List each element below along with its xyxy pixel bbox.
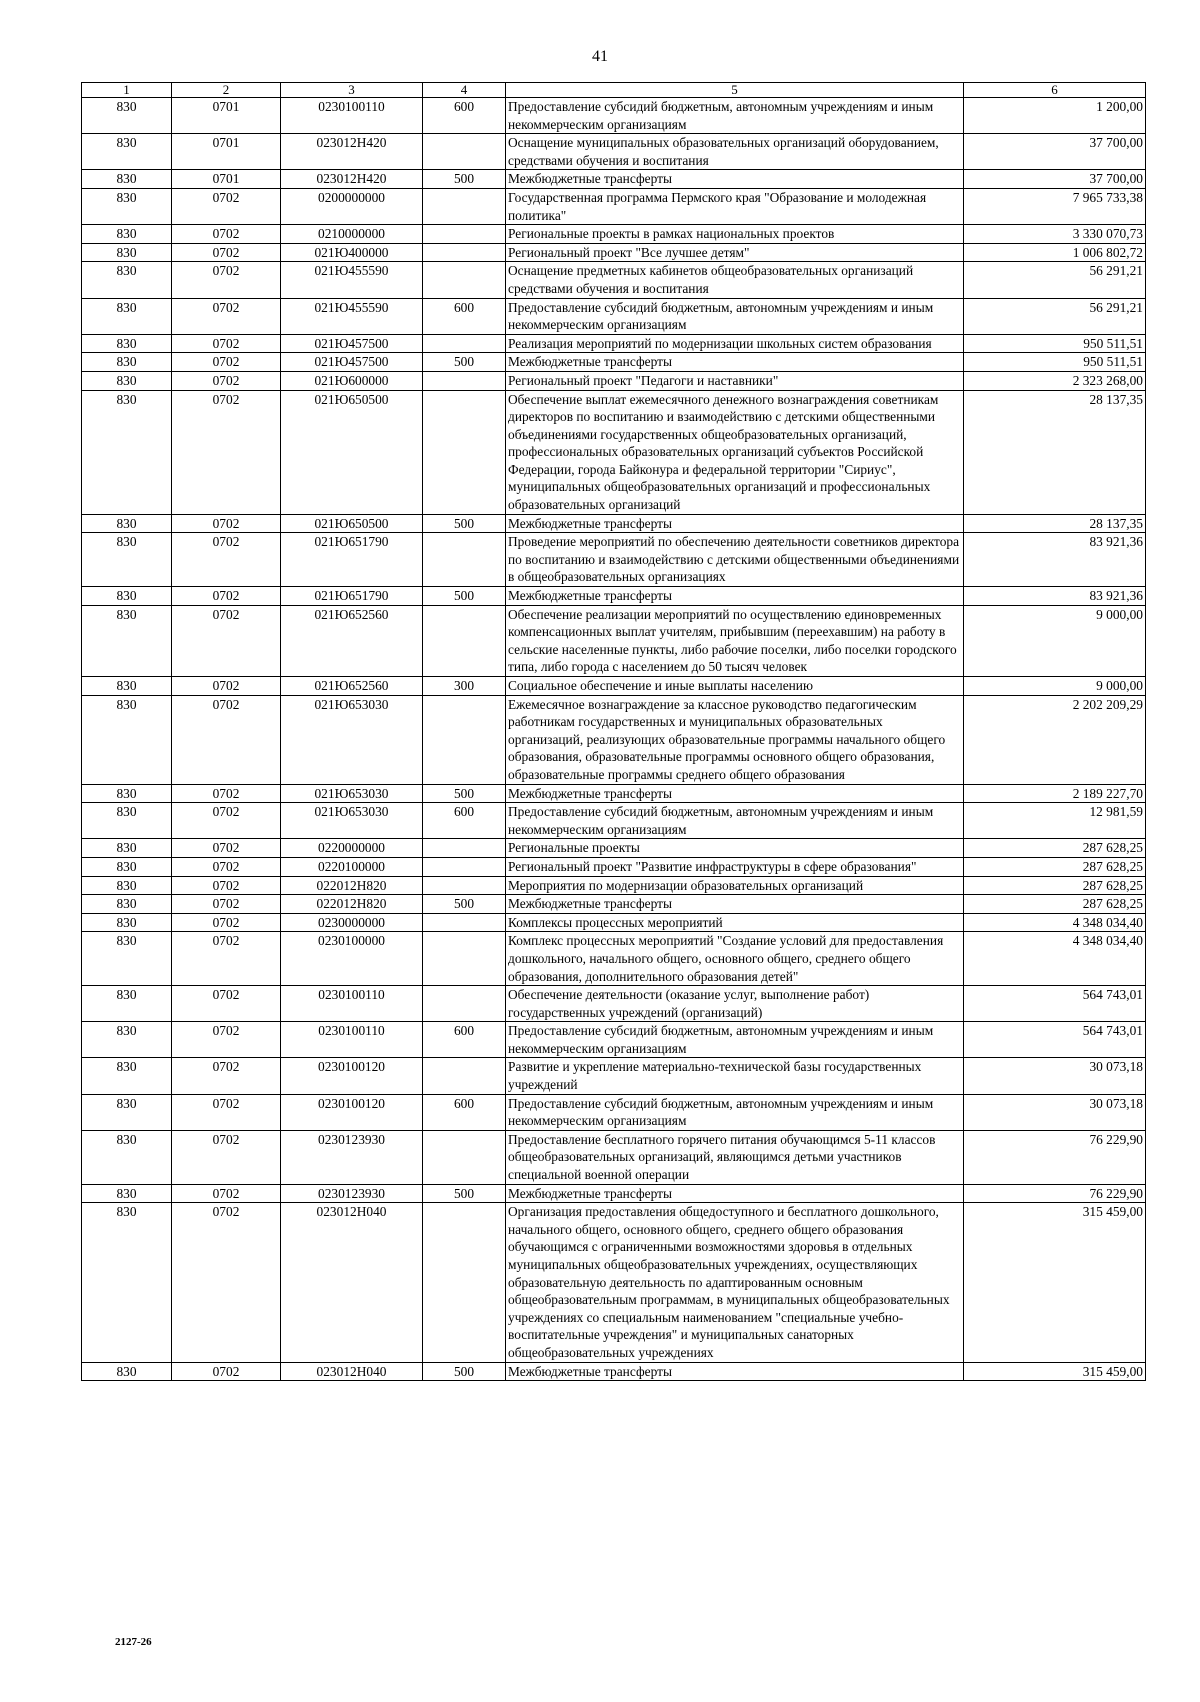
table-row <box>82 784 1146 803</box>
cell-amount: 315 459,00 <box>964 1203 1146 1362</box>
table-row <box>82 1094 1146 1130</box>
table-row <box>82 913 1146 932</box>
cell-amount: 950 511,51 <box>964 353 1146 372</box>
cell-expense-type: 600 <box>423 803 506 839</box>
table-row <box>82 371 1146 390</box>
cell-target-code: 0230100120 <box>281 1094 423 1130</box>
cell-section-code: 0702 <box>172 1022 281 1058</box>
cell-target-code: 021Ю652560 <box>281 605 423 676</box>
cell-ministry-code: 830 <box>82 334 172 353</box>
cell-description: Комплексы процессных мероприятий <box>506 913 964 932</box>
cell-description: Межбюджетные трансферты <box>506 895 964 914</box>
cell-amount: 2 202 209,29 <box>964 695 1146 784</box>
cell-expense-type <box>423 225 506 244</box>
table-row <box>82 98 1146 134</box>
cell-description: Развитие и укрепление материально-технической базы государственных учреждений <box>506 1058 964 1094</box>
column-header: 1 <box>82 83 172 98</box>
cell-amount: 76 229,90 <box>964 1130 1146 1184</box>
cell-ministry-code: 830 <box>82 1094 172 1130</box>
cell-section-code: 0702 <box>172 695 281 784</box>
cell-expense-type <box>423 188 506 224</box>
table-row <box>82 243 1146 262</box>
cell-target-code: 0220100000 <box>281 857 423 876</box>
cell-amount: 287 628,25 <box>964 857 1146 876</box>
table-row <box>82 876 1146 895</box>
column-header: 4 <box>423 83 506 98</box>
cell-description: Межбюджетные трансферты <box>506 353 964 372</box>
column-header: 6 <box>964 83 1146 98</box>
cell-ministry-code: 830 <box>82 298 172 334</box>
cell-section-code: 0701 <box>172 98 281 134</box>
cell-expense-type: 600 <box>423 98 506 134</box>
table-row <box>82 895 1146 914</box>
cell-description: Государственная программа Пермского края "Образование и молодежная политика" <box>506 188 964 224</box>
cell-target-code: 021Ю653030 <box>281 803 423 839</box>
cell-target-code: 021Ю455590 <box>281 298 423 334</box>
cell-section-code: 0702 <box>172 1203 281 1362</box>
cell-section-code: 0702 <box>172 1058 281 1094</box>
table-row <box>82 1022 1146 1058</box>
cell-target-code: 021Ю455590 <box>281 262 423 298</box>
table-row <box>82 262 1146 298</box>
cell-ministry-code: 830 <box>82 803 172 839</box>
cell-amount: 37 700,00 <box>964 134 1146 170</box>
cell-description: Межбюджетные трансферты <box>506 1184 964 1203</box>
cell-description: Обеспечение реализации мероприятий по осуществлению единовременных компенсационных выплат учителям, прибывшим (переехавшим) на работу в сельские населенные пункты, либо рабочие поселки, либо поселки городского типа, либо города с населением до 50 тысяч человек <box>506 605 964 676</box>
cell-amount: 76 229,90 <box>964 1184 1146 1203</box>
cell-ministry-code: 830 <box>82 1058 172 1094</box>
cell-section-code: 0702 <box>172 913 281 932</box>
cell-description: Предоставление субсидий бюджетным, автономным учреждениям и иным некоммерческим организациям <box>506 803 964 839</box>
cell-ministry-code: 830 <box>82 605 172 676</box>
cell-expense-type <box>423 605 506 676</box>
cell-description: Предоставление субсидий бюджетным, автономным учреждениям и иным некоммерческим организациям <box>506 298 964 334</box>
table-row <box>82 677 1146 696</box>
cell-expense-type <box>423 262 506 298</box>
cell-expense-type <box>423 839 506 858</box>
cell-amount: 83 921,36 <box>964 587 1146 606</box>
cell-ministry-code: 830 <box>82 225 172 244</box>
cell-target-code: 021Ю650500 <box>281 514 423 533</box>
table-row <box>82 298 1146 334</box>
cell-ministry-code: 830 <box>82 587 172 606</box>
cell-target-code: 0230100000 <box>281 932 423 986</box>
cell-ministry-code: 830 <box>82 98 172 134</box>
cell-section-code: 0702 <box>172 803 281 839</box>
cell-amount: 28 137,35 <box>964 390 1146 514</box>
cell-amount: 37 700,00 <box>964 170 1146 189</box>
cell-section-code: 0702 <box>172 533 281 587</box>
cell-ministry-code: 830 <box>82 188 172 224</box>
cell-ministry-code: 830 <box>82 895 172 914</box>
page-number: 41 <box>592 48 608 65</box>
cell-target-code: 021Ю653030 <box>281 784 423 803</box>
table-row <box>82 334 1146 353</box>
cell-section-code: 0702 <box>172 243 281 262</box>
cell-target-code: 0200000000 <box>281 188 423 224</box>
cell-target-code: 0230100110 <box>281 98 423 134</box>
cell-amount: 287 628,25 <box>964 876 1146 895</box>
cell-ministry-code: 830 <box>82 243 172 262</box>
cell-section-code: 0702 <box>172 605 281 676</box>
cell-description: Предоставление субсидий бюджетным, автономным учреждениям и иным некоммерческим организациям <box>506 1022 964 1058</box>
cell-ministry-code: 830 <box>82 170 172 189</box>
cell-target-code: 022012Н820 <box>281 876 423 895</box>
cell-ministry-code: 830 <box>82 1362 172 1381</box>
cell-section-code: 0702 <box>172 353 281 372</box>
cell-amount: 3 330 070,73 <box>964 225 1146 244</box>
column-header: 2 <box>172 83 281 98</box>
cell-section-code: 0702 <box>172 986 281 1022</box>
cell-section-code: 0702 <box>172 262 281 298</box>
cell-section-code: 0702 <box>172 1094 281 1130</box>
cell-ministry-code: 830 <box>82 695 172 784</box>
cell-expense-type <box>423 876 506 895</box>
cell-amount: 9 000,00 <box>964 677 1146 696</box>
table-row <box>82 514 1146 533</box>
cell-ministry-code: 830 <box>82 1184 172 1203</box>
cell-section-code: 0702 <box>172 225 281 244</box>
cell-expense-type <box>423 695 506 784</box>
cell-target-code: 023012Н420 <box>281 134 423 170</box>
table-row <box>82 857 1146 876</box>
cell-section-code: 0702 <box>172 1362 281 1381</box>
table-row <box>82 533 1146 587</box>
column-header: 5 <box>506 83 964 98</box>
cell-amount: 30 073,18 <box>964 1094 1146 1130</box>
cell-ministry-code: 830 <box>82 371 172 390</box>
cell-target-code: 023012Н040 <box>281 1362 423 1381</box>
cell-description: Предоставление субсидий бюджетным, автономным учреждениям и иным некоммерческим организациям <box>506 98 964 134</box>
cell-section-code: 0702 <box>172 334 281 353</box>
cell-expense-type: 500 <box>423 514 506 533</box>
cell-amount: 28 137,35 <box>964 514 1146 533</box>
table-row <box>82 1130 1146 1184</box>
cell-expense-type: 500 <box>423 895 506 914</box>
cell-expense-type: 600 <box>423 1022 506 1058</box>
cell-expense-type: 500 <box>423 353 506 372</box>
cell-target-code: 0230100110 <box>281 1022 423 1058</box>
cell-target-code: 0230000000 <box>281 913 423 932</box>
cell-description: Организация предоставления общедоступного и бесплатного дошкольного, начального общего, основного общего, среднего общего образования обучающимся с ограниченными возможностями здоровья в отдельных муниципальных общеобразовательных учреждениях, осуществляющих образовательную деятельность по адаптированным основным общеобразовательным программам, в муниципальных общеобразовательных учреждениях со специальным наименованием "специальные учебно-воспитательные учреждения" и муниципальных санаторных общеобразовательных учреждениях <box>506 1203 964 1362</box>
cell-amount: 4 348 034,40 <box>964 913 1146 932</box>
table-row <box>82 1203 1146 1362</box>
cell-target-code: 021Ю653030 <box>281 695 423 784</box>
table-row <box>82 1184 1146 1203</box>
column-header: 3 <box>281 83 423 98</box>
cell-ministry-code: 830 <box>82 932 172 986</box>
cell-ministry-code: 830 <box>82 913 172 932</box>
cell-ministry-code: 830 <box>82 262 172 298</box>
cell-description: Региональные проекты в рамках национальных проектов <box>506 225 964 244</box>
cell-description: Предоставление бесплатного горячего питания обучающимся 5-11 классов общеобразовательных организаций, являющимся детьми участников специальной военной операции <box>506 1130 964 1184</box>
cell-ministry-code: 830 <box>82 390 172 514</box>
cell-amount: 56 291,21 <box>964 298 1146 334</box>
cell-target-code: 0210000000 <box>281 225 423 244</box>
cell-section-code: 0702 <box>172 514 281 533</box>
cell-expense-type <box>423 857 506 876</box>
table-row <box>82 134 1146 170</box>
cell-description: Мероприятия по модернизации образовательных организаций <box>506 876 964 895</box>
cell-section-code: 0702 <box>172 932 281 986</box>
cell-target-code: 0230100110 <box>281 986 423 1022</box>
cell-expense-type: 500 <box>423 1184 506 1203</box>
table-row <box>82 803 1146 839</box>
table-header-row <box>82 83 1146 98</box>
cell-target-code: 021Ю652560 <box>281 677 423 696</box>
cell-amount: 287 628,25 <box>964 839 1146 858</box>
cell-description: Оснащение муниципальных образовательных организаций оборудованием, средствами обучения и воспитания <box>506 134 964 170</box>
cell-amount: 1 006 802,72 <box>964 243 1146 262</box>
table-row <box>82 188 1146 224</box>
cell-ministry-code: 830 <box>82 986 172 1022</box>
cell-amount: 12 981,59 <box>964 803 1146 839</box>
table-row <box>82 390 1146 514</box>
table-row <box>82 986 1146 1022</box>
cell-target-code: 021Ю650500 <box>281 390 423 514</box>
cell-expense-type <box>423 134 506 170</box>
cell-description: Региональный проект "Педагоги и наставники" <box>506 371 964 390</box>
cell-amount: 30 073,18 <box>964 1058 1146 1094</box>
budget-table <box>81 82 1146 1381</box>
cell-description: Оснащение предметных кабинетов общеобразовательных организаций средствами обучения и воспитания <box>506 262 964 298</box>
cell-ministry-code: 830 <box>82 1203 172 1362</box>
cell-target-code: 021Ю600000 <box>281 371 423 390</box>
cell-amount: 4 348 034,40 <box>964 932 1146 986</box>
cell-section-code: 0702 <box>172 587 281 606</box>
footer-document-code: 2127-26 <box>115 1636 152 1648</box>
cell-amount: 287 628,25 <box>964 895 1146 914</box>
cell-ministry-code: 830 <box>82 876 172 895</box>
cell-expense-type: 600 <box>423 298 506 334</box>
cell-description: Обеспечение деятельности (оказание услуг, выполнение работ) государственных учреждений (организаций) <box>506 986 964 1022</box>
table-row <box>82 170 1146 189</box>
cell-amount: 2 189 227,70 <box>964 784 1146 803</box>
cell-section-code: 0702 <box>172 784 281 803</box>
cell-expense-type <box>423 371 506 390</box>
cell-ministry-code: 830 <box>82 839 172 858</box>
cell-amount: 9 000,00 <box>964 605 1146 676</box>
cell-target-code: 0230123930 <box>281 1130 423 1184</box>
cell-expense-type: 600 <box>423 1094 506 1130</box>
cell-expense-type: 500 <box>423 587 506 606</box>
cell-section-code: 0702 <box>172 677 281 696</box>
cell-ministry-code: 830 <box>82 677 172 696</box>
cell-ministry-code: 830 <box>82 533 172 587</box>
cell-target-code: 021Ю651790 <box>281 587 423 606</box>
cell-description: Региональный проект "Развитие инфраструктуры в сфере образования" <box>506 857 964 876</box>
table-row <box>82 587 1146 606</box>
cell-section-code: 0702 <box>172 839 281 858</box>
cell-description: Комплекс процессных мероприятий "Создание условий для предоставления дошкольного, начального общего, основного общего, среднего общего образования, дополнительного образования детей" <box>506 932 964 986</box>
cell-expense-type <box>423 1058 506 1094</box>
cell-target-code: 021Ю400000 <box>281 243 423 262</box>
cell-section-code: 0702 <box>172 857 281 876</box>
cell-section-code: 0702 <box>172 390 281 514</box>
cell-ministry-code: 830 <box>82 857 172 876</box>
cell-expense-type <box>423 243 506 262</box>
cell-section-code: 0702 <box>172 371 281 390</box>
cell-description: Региональный проект "Все лучшее детям" <box>506 243 964 262</box>
table-row <box>82 839 1146 858</box>
cell-target-code: 023012Н040 <box>281 1203 423 1362</box>
cell-expense-type <box>423 390 506 514</box>
cell-description: Межбюджетные трансферты <box>506 587 964 606</box>
cell-target-code: 0230100120 <box>281 1058 423 1094</box>
cell-amount: 2 323 268,00 <box>964 371 1146 390</box>
cell-section-code: 0701 <box>172 170 281 189</box>
cell-ministry-code: 830 <box>82 1022 172 1058</box>
cell-description: Проведение мероприятий по обеспечению деятельности советников директора по воспитанию и взаимодействию с детскими общественными объединениями в общеобразовательных организациях <box>506 533 964 587</box>
cell-expense-type <box>423 1130 506 1184</box>
cell-amount: 83 921,36 <box>964 533 1146 587</box>
cell-section-code: 0702 <box>172 1130 281 1184</box>
cell-section-code: 0702 <box>172 298 281 334</box>
cell-amount: 56 291,21 <box>964 262 1146 298</box>
cell-target-code: 0230123930 <box>281 1184 423 1203</box>
cell-ministry-code: 830 <box>82 514 172 533</box>
cell-section-code: 0702 <box>172 876 281 895</box>
cell-ministry-code: 830 <box>82 784 172 803</box>
cell-section-code: 0702 <box>172 188 281 224</box>
cell-amount: 1 200,00 <box>964 98 1146 134</box>
cell-amount: 564 743,01 <box>964 986 1146 1022</box>
cell-description: Межбюджетные трансферты <box>506 514 964 533</box>
table-row <box>82 1058 1146 1094</box>
cell-target-code: 021Ю457500 <box>281 334 423 353</box>
cell-description: Ежемесячное вознаграждение за классное руководство педагогическим работникам государственных и муниципальных образовательных организаций, реализующих образовательные программы начального общего образования, образовательные программы основного общего образования, образовательные программы среднего общего образования <box>506 695 964 784</box>
cell-section-code: 0702 <box>172 1184 281 1203</box>
cell-target-code: 021Ю651790 <box>281 533 423 587</box>
cell-amount: 315 459,00 <box>964 1362 1146 1381</box>
cell-target-code: 021Ю457500 <box>281 353 423 372</box>
cell-target-code: 0220000000 <box>281 839 423 858</box>
cell-description: Предоставление субсидий бюджетным, автономным учреждениям и иным некоммерческим организациям <box>506 1094 964 1130</box>
cell-expense-type <box>423 334 506 353</box>
cell-expense-type <box>423 932 506 986</box>
cell-expense-type <box>423 986 506 1022</box>
cell-section-code: 0701 <box>172 134 281 170</box>
table-row <box>82 1362 1146 1381</box>
table-row <box>82 932 1146 986</box>
cell-expense-type <box>423 533 506 587</box>
cell-amount: 7 965 733,38 <box>964 188 1146 224</box>
cell-description: Межбюджетные трансферты <box>506 784 964 803</box>
cell-description: Социальное обеспечение и иные выплаты населению <box>506 677 964 696</box>
cell-expense-type: 500 <box>423 1362 506 1381</box>
table-row <box>82 353 1146 372</box>
cell-amount: 564 743,01 <box>964 1022 1146 1058</box>
cell-ministry-code: 830 <box>82 134 172 170</box>
cell-expense-type <box>423 913 506 932</box>
cell-target-code: 023012Н420 <box>281 170 423 189</box>
cell-amount: 950 511,51 <box>964 334 1146 353</box>
table-body <box>82 98 1146 1381</box>
cell-expense-type: 500 <box>423 170 506 189</box>
cell-expense-type: 500 <box>423 784 506 803</box>
cell-expense-type <box>423 1203 506 1362</box>
table-row <box>82 695 1146 784</box>
cell-description: Региональные проекты <box>506 839 964 858</box>
cell-ministry-code: 830 <box>82 353 172 372</box>
cell-description: Обеспечение выплат ежемесячного денежного вознаграждения советникам директоров по воспитанию и взаимодействию с детскими общественными объединениями государственных общеобразовательных организаций, профессиональных образовательных организаций субъектов Российской Федерации, города Байконура и федеральной территории "Сириус", муниципальных общеобразовательных организаций и профессиональных образовательных организаций <box>506 390 964 514</box>
cell-description: Межбюджетные трансферты <box>506 170 964 189</box>
cell-expense-type: 300 <box>423 677 506 696</box>
table-row <box>82 605 1146 676</box>
cell-description: Реализация мероприятий по модернизации школьных систем образования <box>506 334 964 353</box>
cell-target-code: 022012Н820 <box>281 895 423 914</box>
cell-section-code: 0702 <box>172 895 281 914</box>
table-row <box>82 225 1146 244</box>
cell-ministry-code: 830 <box>82 1130 172 1184</box>
cell-description: Межбюджетные трансферты <box>506 1362 964 1381</box>
